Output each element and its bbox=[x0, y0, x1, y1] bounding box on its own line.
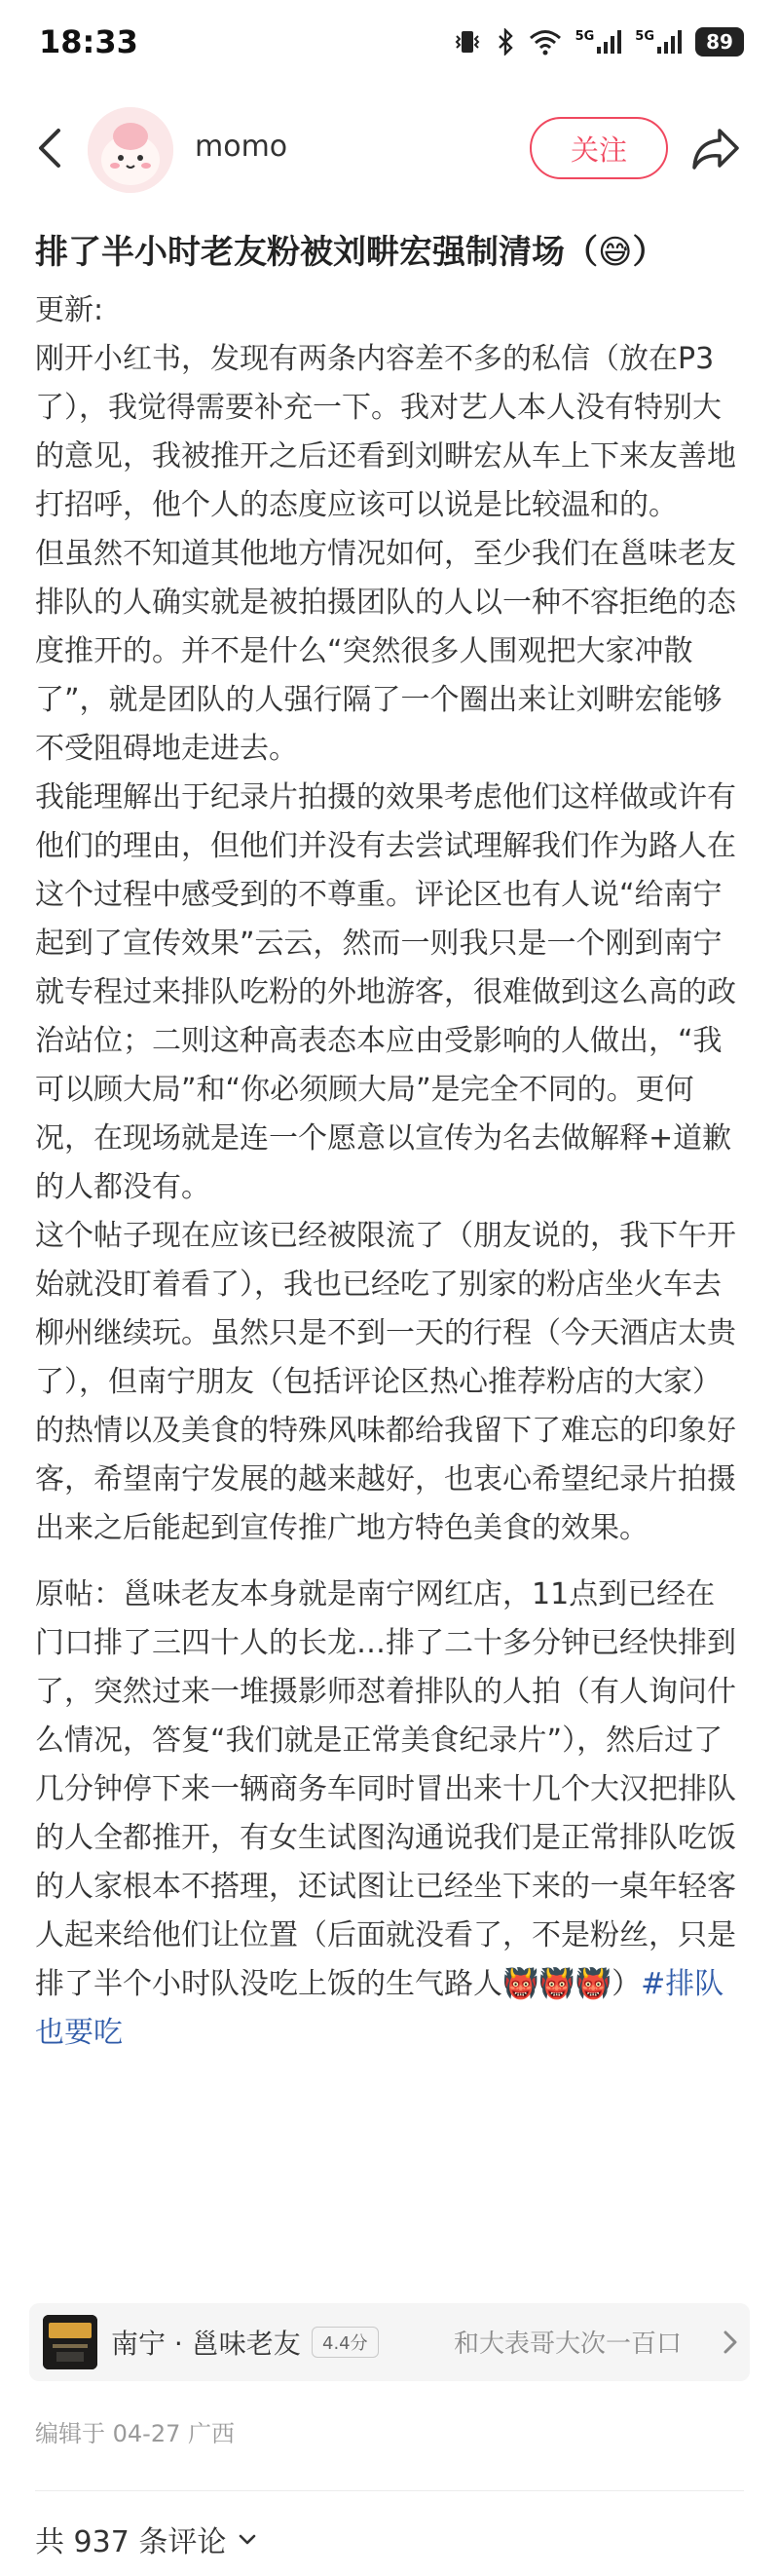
poi-thumbnail bbox=[43, 2315, 97, 2369]
hashtag-link[interactable]: #排队也要吃 bbox=[35, 1967, 724, 2050]
network-label-2: 5G bbox=[635, 29, 654, 44]
battery-indicator: 89 bbox=[695, 27, 744, 57]
wifi-icon bbox=[529, 28, 562, 56]
chevron-right-icon bbox=[717, 2329, 744, 2356]
bluetooth-icon bbox=[496, 28, 515, 56]
poi-extra-text: 和大表哥大次一百口 bbox=[454, 2330, 683, 2359]
devil-emoji-icon: 👹👹👹 bbox=[502, 1967, 612, 2001]
share-arrow-icon bbox=[690, 127, 741, 171]
author-avatar[interactable] bbox=[88, 107, 173, 193]
comment-count-toggle[interactable] bbox=[35, 2518, 259, 2560]
note-paragraph: 这个帖子现在应该已经被限流了（朋友说的，我下午开始就没盯着看了），我也已经吃了别家的粉店坐火车去柳州继续玩。虽然只是不到一天的行程（今天酒店太贵了），但南宁朋友（包括评论区热心推荐粉店的大家）的热情以及美食的特殊风味都给我留下了难忘的印象好客，希望南宁发展的越来越好，也衷心希望纪录片拍摄出来之后能起到宣传推广地方特色美食的效果。 bbox=[35, 1219, 736, 1545]
vibrate-icon bbox=[453, 28, 482, 56]
poi-rating-badge: 4.4分 bbox=[312, 2327, 379, 2358]
note-paragraph: 更新: bbox=[35, 293, 104, 327]
chevron-down-icon bbox=[236, 2527, 259, 2551]
status-icons bbox=[453, 25, 744, 58]
nav-bar bbox=[0, 97, 779, 205]
note-paragraph: 我能理解出于纪录片拍摄的效果考虑他们这样做或许有他们的理由，但他们并没有去尝试理解我们作为路人在这个过程中感受到的不尊重。评论区也有人说“给南宁起到了宣传效果”云云，然而一则我只是一个刚到南宁就专程过来排队吃粉的外地游客，很难做到这么高的政治站位；二则这种高表态本应由受影响的人做出，“我可以顾大局”和“你必须顾大局”是完全不同的。更何况，在现场就是连一个愿意以宣传为名去做解释+道歉的人都没有。 bbox=[35, 780, 736, 1204]
cellular-signal-icon-1 bbox=[575, 29, 622, 55]
back-button[interactable] bbox=[21, 119, 80, 177]
note-paragraph: 但虽然不知道其他地方情况如何，至少我们在邕味老友排队的人确实就是被拍摄团队的人以一种不容拒绝的态度推开的。并不是什么“突然很多人围观把大家冲散了”，就是团队的人强行隔了一个圈出来让刘畊宏能够不受阻碍地走进去。 bbox=[35, 537, 736, 766]
poi-card[interactable] bbox=[29, 2303, 750, 2381]
divider bbox=[35, 2490, 744, 2491]
restaurant-sign-icon bbox=[43, 2315, 97, 2369]
note-content bbox=[35, 226, 744, 2058]
close-paren: ） bbox=[612, 1967, 642, 2001]
follow-button[interactable]: 关注 bbox=[530, 117, 668, 179]
chevron-left-icon bbox=[33, 127, 68, 170]
edit-meta: 编辑于 04-27 广西 bbox=[35, 2420, 235, 2447]
status-time: 18:33 bbox=[39, 23, 138, 60]
status-bar bbox=[0, 0, 779, 86]
avatar-character-icon bbox=[88, 107, 173, 193]
comment-count-label: 共 937 条评论 bbox=[35, 2525, 227, 2559]
author-name[interactable]: momo bbox=[195, 130, 288, 164]
network-label-1: 5G bbox=[575, 29, 595, 44]
share-button[interactable] bbox=[682, 115, 750, 183]
note-paragraph: 刚开小红书，发现有两条内容差不多的私信（放在P3了），我觉得需要补充一下。我对艺人本人没有特别大的意见，我被推开之后还看到刘畊宏从车上下来友善地打招呼，他个人的态度应该可以说是比较温和的。 bbox=[35, 342, 736, 522]
cellular-signal-icon-2 bbox=[635, 29, 682, 55]
poi-name: 南宁 · 邕味老友 bbox=[111, 2328, 301, 2360]
note-body bbox=[35, 286, 744, 2058]
original-post-paragraph bbox=[35, 1571, 744, 2058]
note-title: 排了半小时老友粉被刘畊宏强制清场（😅） bbox=[35, 233, 666, 272]
original-post-text: 原帖：邕味老友本身就是南宁网红店，11点到已经在门口排了三四十人的长龙…排了二十多分钟已经快排到了，突然过来一堆摄影师怼着排队的人拍（有人询问什么情况，答复“我们就是正常美食纪录片”），然后过了几分钟停下来一辆商务车同时冒出来十几个大汉把排队的人全都推开，有女生试图沟通说我们是正常排队吃饭的人家根本不搭理，还试图让已经坐下来的一桌年轻客人起来给他们让位置（后面就没看了，不是粉丝，只是排了半个小时队没吃上饭的生气路人 bbox=[35, 1577, 736, 2001]
